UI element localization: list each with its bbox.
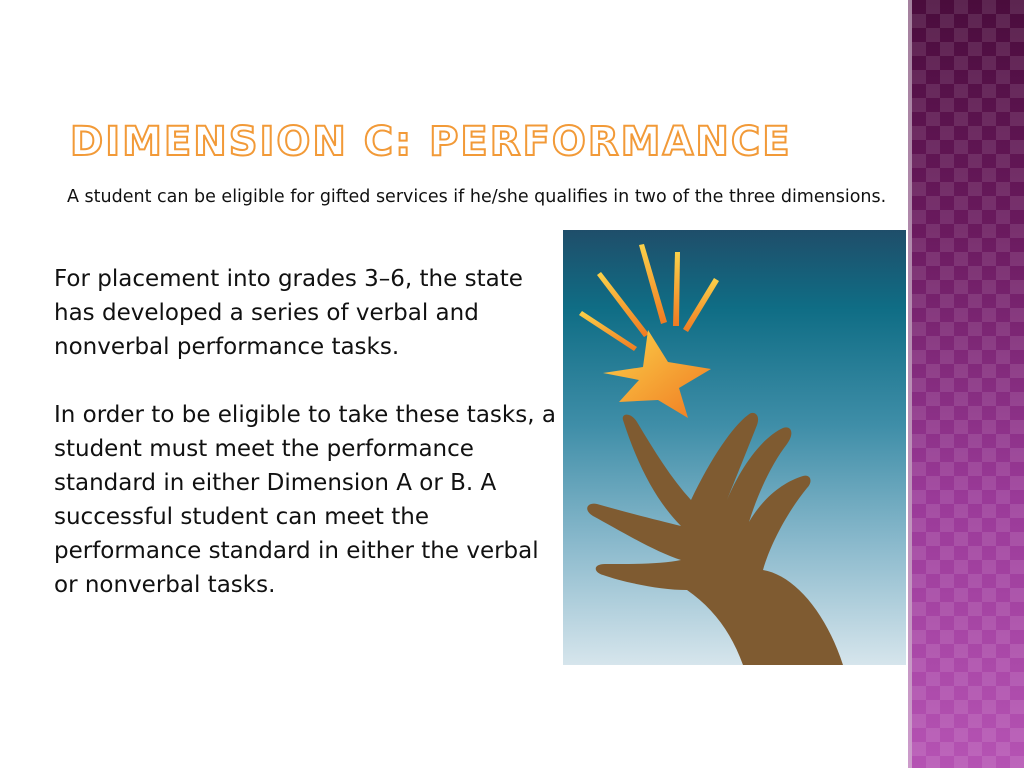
hand-icon (587, 413, 843, 665)
hand-reaching-star-icon (563, 230, 906, 665)
slide-title: DIMENSION C: PERFORMANCE (70, 119, 792, 165)
slide-subtitle: A student can be eligible for gifted services if he/she qualifies in two of the three dimensions. (67, 187, 887, 207)
paragraph-placement: For placement into grades 3–6, the state has developed a series of verbal and nonverbal performance tasks. (54, 266, 523, 360)
star-icon (603, 330, 711, 418)
paragraph-eligibility: In order to be eligible to take these tasks, a student must meet the performance standard in either Dimension A or B. A successful student can meet the performance standard in either the verbal or nonverbal tasks. (54, 402, 556, 598)
decorative-side-band (912, 0, 1024, 768)
hand-reaching-star-illustration (563, 230, 906, 665)
body-text (54, 262, 564, 602)
